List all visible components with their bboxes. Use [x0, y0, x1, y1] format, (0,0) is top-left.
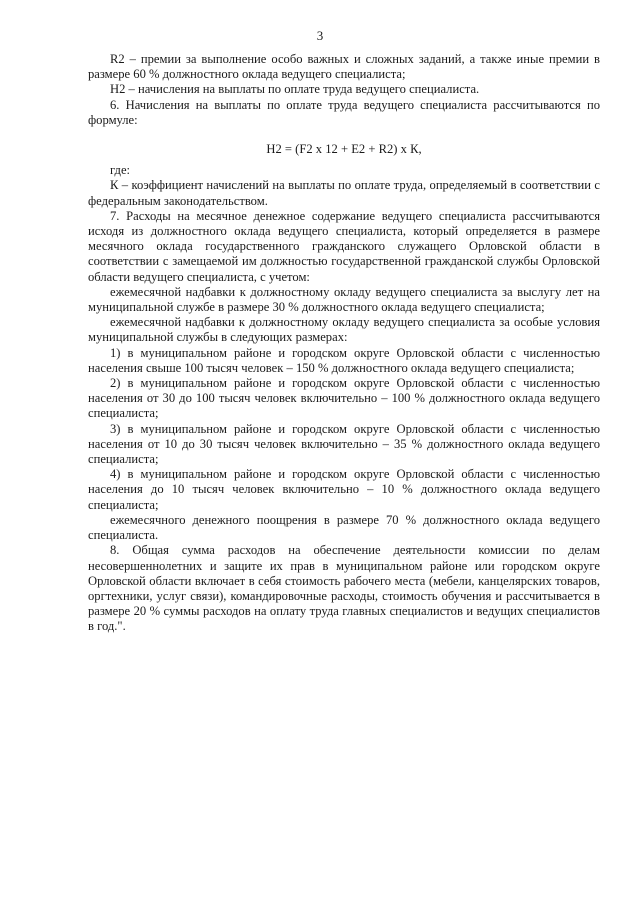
- paragraph-item-7: 7. Расходы на месячное денежное содержание ведущего специалиста рассчитываются исходя из должностного оклада ведущего специалиста, который определяется в размере месячного оклада государственного гражданского служащего Орловской области в соответствии с замещаемой им должностью государственной гражданской службы Орловской области ведущего специалиста, с учетом:: [88, 208, 600, 284]
- paragraph-monthly-incentive: ежемесячного денежного поощрения в размере 70 % должностного оклада ведущего специалиста.: [88, 512, 600, 543]
- list-item-3: 3) в муниципальном районе и городском округе Орловской области с численностью населения от 10 до 30 тысяч человек включительно – 35 % должностного оклада ведущего специалиста;: [88, 421, 600, 467]
- paragraph-seniority-allowance: ежемесячной надбавки к должностному окладу ведущего специалиста за выслугу лет на муниципальной службе в размере 30 % должностного оклада ведущего специалиста;: [88, 284, 600, 315]
- paragraph-item-8: 8. Общая сумма расходов на обеспечение деятельности комиссии по делам несовершеннолетних и защите их прав в муниципальном районе или городском округе Орловской области включает в себя стоимость рабочего места (мебели, канцелярских товаров, оргтехники, услуг связи), командировочные расходы, стоимость обучения и рассчитывается в размере 20 % суммы расходов на оплату труда главных специалистов и ведущих специалистов в год.".: [88, 543, 600, 634]
- list-item-2: 2) в муниципальном районе и городском округе Орловской области с численностью населения от 30 до 100 тысяч человек включительно – 100 % должностного оклада ведущего специалиста;: [88, 376, 600, 421]
- formula-where-label: где:: [110, 163, 131, 178]
- formula: Н2 = (F2 х 12 + Е2 + R2) х К,: [266, 142, 422, 157]
- document-body: [88, 52, 600, 635]
- paragraph-item-6: 6. Начисления на выплаты по оплате труда ведущего специалиста рассчитываются по формуле:: [88, 97, 600, 127]
- paragraph-k-coefficient: К – коэффициент начислений на выплаты по оплате труда, определяемый в соответствии с федеральным законодательством.: [88, 178, 600, 208]
- page-number: 3: [316, 28, 324, 43]
- paragraph-special-conditions-allowance: ежемесячной надбавки к должностному окладу ведущего специалиста за особые условия муниципальной службы в следующих размерах:: [88, 315, 600, 345]
- list-item-1: 1) в муниципальном районе и городском округе Орловской области с численностью населения свыше 100 тысяч человек – 150 % должностного оклада ведущего специалиста;: [88, 345, 600, 375]
- paragraph-h2-accruals: Н2 – начисления на выплаты по оплате труда ведущего специалиста.: [110, 82, 480, 97]
- paragraph-r2-bonuses: R2 – премии за выполнение особо важных и сложных заданий, а также иные премии в размере 60 % должностного оклада ведущего специалиста;: [88, 52, 600, 82]
- list-item-4: 4) в муниципальном районе и городском округе Орловской области с численностью населения до 10 тысяч человек включительно – 10 % должностного оклада ведущего специалиста;: [88, 467, 600, 512]
